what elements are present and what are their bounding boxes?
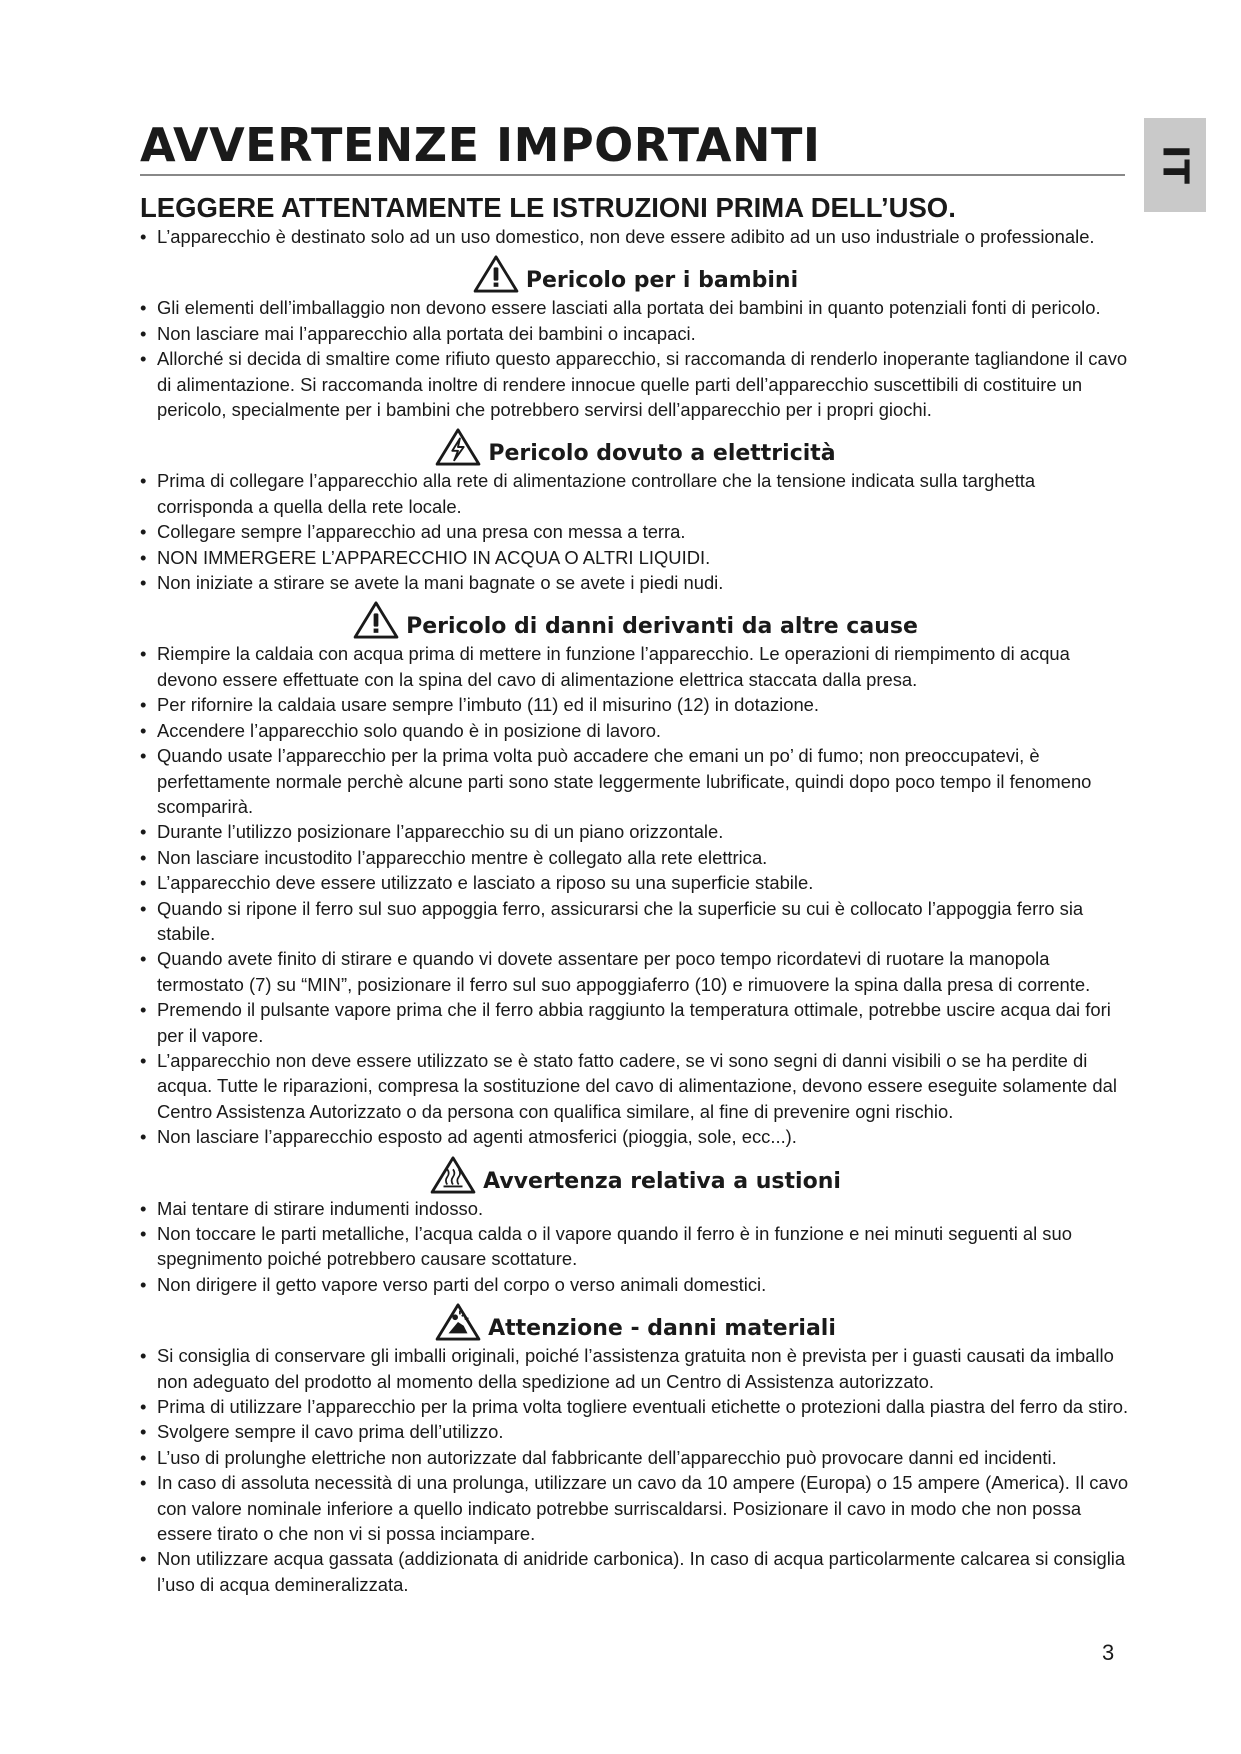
section-heading: Attenzione - danni materiali [488, 1316, 836, 1342]
sections-container [140, 255, 1130, 1597]
list-item: • Prima di collegare l’apparecchio alla rete di alimentazione controllare che la tensione indicata sulla targhetta corrisponda a quella della rete locale. [140, 468, 1130, 519]
section-heading-row [140, 255, 1130, 293]
list-item: • Non lasciare incustodito l’apparecchio mentre è collegato alla rete elettrica. [140, 845, 1130, 870]
list-item: • Quando si ripone il ferro sul suo appoggia ferro, assicurarsi che la superficie su cui è collocato l’appoggia ferro sia stabile. [140, 896, 1130, 947]
section-heading-row [140, 601, 1130, 639]
page-number: 3 [1102, 1640, 1115, 1665]
page-subtitle: LEGGERE ATTENTAMENTE LE ISTRUZIONI PRIMA DELL’USO. [140, 192, 956, 223]
list-item: • Quando usate l’apparecchio per la prima volta può accadere che emani un po’ di fumo; non preoccupatevi, è perfettamente normale perchè alcune parti sono state leggermente lubrificate, quindi dopo poco tempo il fenomeno scomparirà. [140, 743, 1130, 819]
list-item: • Non iniziate a stirare se avete la mani bagnate o se avete i piedi nudi. [140, 570, 1130, 595]
list-item: • Gli elementi dell’imballaggio non devono essere lasciati alla portata dei bambini in quanto potenziali fonti di pericolo. [140, 295, 1130, 320]
list-item: • Prima di utilizzare l’apparecchio per la prima volta togliere eventuali etichette o protezioni dalla piastra del ferro da stiro. [140, 1394, 1130, 1419]
list-item: • Riempire la caldaia con acqua prima di mettere in funzione l’apparecchio. Le operazioni di riempimento di acqua devono essere effettuate con la spina del cavo di alimentazione elettrica staccata dalla presa. [140, 641, 1130, 692]
list-item: • Quando avete finito di stirare e quando vi dovete assentare per poco tempo ricordatevi di ruotare la manopola termostato (7) su “MIN”, posizionare il ferro sul suo appoggiaferro (10) e rimuovere la spina dalla presa di corrente. [140, 946, 1130, 997]
list-item: • L’uso di prolunghe elettriche non autorizzate dal fabbricante dell’apparecchio può provocare danni ed incidenti. [140, 1445, 1130, 1470]
list-item: • Mai tentare di stirare indumenti indosso. [140, 1196, 1130, 1221]
list-item: • Svolgere sempre il cavo prima dell’utilizzo. [140, 1419, 1130, 1444]
list-item: • Allorché si decida di smaltire come rifiuto questo apparecchio, si raccomanda di renderlo inoperante tagliandone il cavo di alimentazione. Si raccomanda inoltre di rendere innocue quelle parti dell’apparecchio suscettibili di costituire un pericolo, specialmente per i bambini che potrebbero servirsi dell’apparecchio per i propri giochi. [140, 346, 1130, 422]
warning-exclamation-icon [352, 601, 400, 639]
language-tab [1144, 118, 1206, 212]
language-label: IT [1154, 145, 1196, 185]
section-list [140, 1196, 1130, 1298]
list-item: • Non lasciare mai l’apparecchio alla portata dei bambini o incapaci. [140, 321, 1130, 346]
section-list [140, 295, 1130, 422]
section-heading: Pericolo per i bambini [525, 268, 799, 294]
list-item: • Durante l’utilizzo posizionare l’apparecchio su di un piano orizzontale. [140, 819, 1130, 844]
document-page [140, 118, 1130, 1597]
warning-material-damage-icon [434, 1303, 482, 1341]
list-item: • Premendo il pulsante vapore prima che il ferro abbia raggiunto la temperatura ottimale, potrebbe uscire acqua dai fori per il vapore. [140, 997, 1130, 1048]
list-item: • Non utilizzare acqua gassata (addizionata di anidride carbonica). In caso di acqua particolarmente calcarea si consiglia l’uso di acqua demineralizzata. [140, 1546, 1130, 1597]
list-item: • Non lasciare l’apparecchio esposto ad agenti atmosferici (pioggia, sole, ecc...). [140, 1124, 1130, 1149]
section-list [140, 1343, 1130, 1597]
list-item: • NON IMMERGERE L’APPARECCHIO IN ACQUA O ALTRI LIQUIDI. [140, 545, 1130, 570]
list-item: • Accendere l’apparecchio solo quando è in posizione di lavoro. [140, 718, 1130, 743]
warning-hot-surface-icon [429, 1156, 477, 1194]
list-item: • Si consiglia di conservare gli imballi originali, poiché l’assistenza gratuita non è prevista per i guasti causati da imballo non adeguato del prodotto al momento della spedizione ad un Centro di Assistenza autorizzato. [140, 1343, 1130, 1394]
section-list [140, 468, 1130, 595]
section-heading-row [140, 1303, 1130, 1341]
section-heading-row [140, 428, 1130, 466]
section-heading: Pericolo di danni derivanti da altre cause [406, 614, 918, 640]
warning-exclamation-icon [472, 255, 520, 293]
section-heading: Avvertenza relativa a ustioni [483, 1168, 841, 1194]
list-item: • Non toccare le parti metalliche, l’acqua calda o il vapore quando il ferro è in funzione e nei minuti seguenti al suo spegnimento poiché potrebbero causare scottature. [140, 1221, 1130, 1272]
section-heading-row [140, 1156, 1130, 1194]
intro-list [140, 224, 1130, 249]
list-item: • L’apparecchio è destinato solo ad un uso domestico, non deve essere adibito ad un uso industriale o professionale. [140, 224, 1130, 249]
list-item: • Non dirigere il getto vapore verso parti del corpo o verso animali domestici. [140, 1272, 1130, 1297]
list-item: • L’apparecchio deve essere utilizzato e lasciato a riposo su una superficie stabile. [140, 870, 1130, 895]
section-heading: Pericolo dovuto a elettricità [488, 441, 836, 467]
list-item: • Per rifornire la caldaia usare sempre l’imbuto (11) ed il misurino (12) in dotazione. [140, 692, 1130, 717]
page-title: AVVERTENZE IMPORTANTI [140, 118, 1125, 176]
list-item: • Collegare sempre l’apparecchio ad una presa con messa a terra. [140, 519, 1130, 544]
warning-electricity-icon [434, 428, 482, 466]
list-item: • In caso di assoluta necessità di una prolunga, utilizzare un cavo da 10 ampere (Europa) o 15 ampere (America). Il cavo con valore nominale inferiore a quello indicato potrebbe surriscaldarsi. Posizionare il cavo in modo che non possa essere tirato o che non vi si possa inciampare. [140, 1470, 1130, 1546]
list-item: • L’apparecchio non deve essere utilizzato se è stato fatto cadere, se vi sono segni di danni visibili o se ha perdite di acqua. Tutte le riparazioni, compresa la sostituzione del cavo di alimentazione, devono essere eseguite solamente dal Centro Assistenza Autorizzato o da persona con qualifica similare, al fine di prevenire ogni rischio. [140, 1048, 1130, 1124]
section-list [140, 641, 1130, 1149]
